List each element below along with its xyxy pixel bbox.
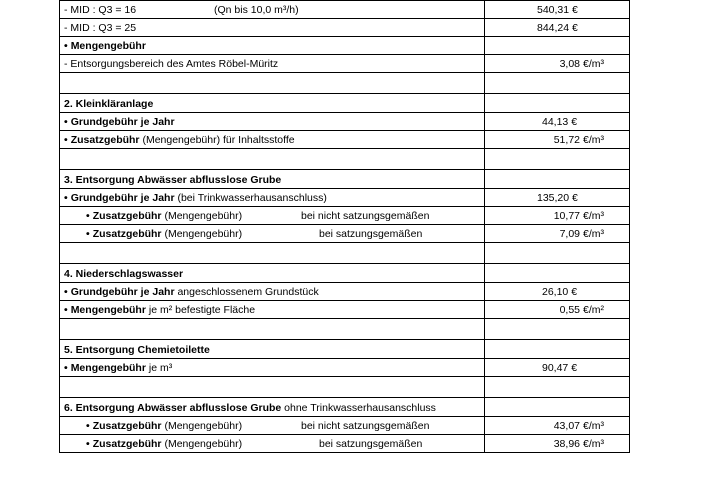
value-cell — [485, 225, 630, 243]
label-cell — [60, 283, 485, 301]
row-label-rest: (Mengengebühr) — [161, 210, 243, 222]
section-title: 5. Entsorgung Chemietoilette — [60, 340, 485, 359]
spacer-row — [60, 73, 630, 94]
section-header-row — [60, 340, 630, 359]
row-label: Grundgebühr je Jahr — [70, 116, 175, 128]
unit: €/m³ — [583, 438, 604, 450]
value-cell — [485, 207, 630, 225]
spacer-row — [60, 149, 630, 170]
table-row — [60, 301, 630, 319]
unit: €/m³ — [583, 134, 604, 146]
label-cell — [60, 1, 485, 19]
bullet-icon: • — [64, 304, 68, 316]
bullet-icon: • — [86, 228, 90, 240]
row-label: Zusatzgebühr — [92, 438, 162, 450]
section-title: 3. Entsorgung Abwässer abflusslose Grube — [60, 170, 485, 189]
row-label: Zusatzgebühr — [92, 228, 162, 240]
spacer-row — [60, 377, 630, 398]
condition-text: bei satzungsgemäßen — [319, 438, 423, 450]
value-cell — [485, 264, 630, 283]
label-cell — [60, 359, 485, 377]
bullet-icon: • — [64, 192, 68, 204]
spacer-row — [60, 319, 630, 340]
label-cell: - MID : Q3 = 25 — [60, 19, 485, 37]
amount: 43,07 — [553, 420, 580, 432]
amount: 7,09 — [559, 228, 580, 240]
table-row — [60, 283, 630, 301]
label-cell — [60, 417, 485, 435]
bullet-icon: • — [86, 420, 90, 432]
row-label: - MID : Q3 = 16 — [64, 4, 137, 16]
row-label: Mengengebühr — [70, 304, 146, 316]
unit: €/m³ — [583, 228, 604, 240]
row-label-rest: (Mengengebühr) — [161, 420, 243, 432]
table-row — [60, 225, 630, 243]
condition-text: bei nicht satzungsgemäßen — [301, 420, 430, 432]
row-label: Grundgebühr je Jahr — [70, 192, 175, 204]
row-label-rest: angeschlossenem Grundstück — [174, 286, 319, 298]
section-header-row — [60, 94, 630, 113]
section-title: 2. Kleinkläranlage — [60, 94, 485, 113]
section-title-rest: ohne Trinkwasserhausanschluss — [281, 402, 436, 414]
row-label-rest: je m² befestigte Fläche — [145, 304, 256, 316]
value-cell: 44,13 € — [485, 113, 630, 131]
unit: €/m³ — [583, 58, 604, 70]
value-cell — [485, 301, 630, 319]
amount: 90,47 — [542, 362, 569, 374]
table-row — [60, 19, 630, 37]
amount: 51,72 — [553, 134, 580, 146]
row-label-rest: je m³ — [145, 362, 173, 374]
section-title — [60, 398, 485, 417]
table-row — [60, 131, 630, 149]
value-cell — [485, 170, 630, 189]
value-cell — [485, 435, 630, 453]
label-cell — [60, 225, 485, 243]
row-note: (Qn bis 10,0 m³/h) — [214, 4, 299, 16]
section-title: 4. Niederschlagswasser — [60, 264, 485, 283]
row-label: Grundgebühr je Jahr — [70, 286, 175, 298]
bullet-icon: • — [64, 286, 68, 298]
label-cell — [60, 207, 485, 225]
spacer-row — [60, 243, 630, 264]
table-row — [60, 359, 630, 377]
table-row — [60, 1, 630, 19]
row-label: Mengengebühr — [70, 362, 146, 374]
bullet-icon: • — [86, 210, 90, 222]
section-title-bold: 6. Entsorgung Abwässer abflusslose Grube — [64, 402, 282, 414]
value-cell — [485, 94, 630, 113]
value-cell — [485, 398, 630, 417]
row-label-rest: (bei Trinkwasserhausanschluss) — [174, 192, 327, 204]
fee-table-sheet — [59, 0, 629, 453]
amount: 38,96 — [553, 438, 580, 450]
label-cell — [60, 37, 485, 55]
label-cell — [60, 131, 485, 149]
table-row — [60, 55, 630, 73]
bullet-icon: • — [64, 116, 68, 128]
row-label: Zusatzgebühr — [70, 134, 140, 146]
value-cell — [485, 131, 630, 149]
row-label: Zusatzgebühr — [92, 210, 162, 222]
bullet-icon: • — [64, 40, 68, 52]
row-label-rest: (Mengengebühr) — [161, 438, 243, 450]
row-label: Mengengebühr — [70, 40, 146, 52]
label-cell — [60, 113, 485, 131]
condition-text: bei nicht satzungsgemäßen — [301, 210, 430, 222]
table-row — [60, 37, 630, 55]
bullet-icon: • — [86, 438, 90, 450]
unit: € — [571, 362, 578, 374]
label-cell — [60, 435, 485, 453]
condition-text: bei satzungsgemäßen — [319, 228, 423, 240]
value-cell: 540,31 € — [485, 1, 630, 19]
amount: 0,55 — [559, 304, 580, 316]
label-cell — [60, 189, 485, 207]
unit: €/m² — [583, 304, 604, 316]
row-label-rest: (Mengengebühr) für Inhaltsstoffe — [139, 134, 295, 146]
bullet-icon: • — [64, 362, 68, 374]
section-header-row — [60, 398, 630, 417]
value-cell: 26,10 € — [485, 283, 630, 301]
table-row — [60, 189, 630, 207]
value-cell — [485, 37, 630, 55]
label-cell — [60, 301, 485, 319]
table-row — [60, 435, 630, 453]
value-cell — [485, 417, 630, 435]
value-cell: 135,20 € — [485, 189, 630, 207]
amount: 10,77 — [553, 210, 580, 222]
row-label-rest: (Mengengebühr) — [161, 228, 243, 240]
value-cell — [485, 55, 630, 73]
value-cell: 844,24 € — [485, 19, 630, 37]
bullet-icon: • — [64, 134, 68, 146]
table-row — [60, 207, 630, 225]
section-header-row — [60, 264, 630, 283]
unit: €/m³ — [583, 210, 604, 222]
section-header-row — [60, 170, 630, 189]
table-row — [60, 417, 630, 435]
value-cell — [485, 359, 630, 377]
value-cell — [485, 340, 630, 359]
fee-table — [59, 0, 630, 453]
table-row — [60, 113, 630, 131]
unit: €/m³ — [583, 420, 604, 432]
label-cell: - Entsorgungsbereich des Amtes Röbel-Müritz — [60, 55, 485, 73]
amount: 3,08 — [559, 58, 580, 70]
row-label: Zusatzgebühr — [92, 420, 162, 432]
